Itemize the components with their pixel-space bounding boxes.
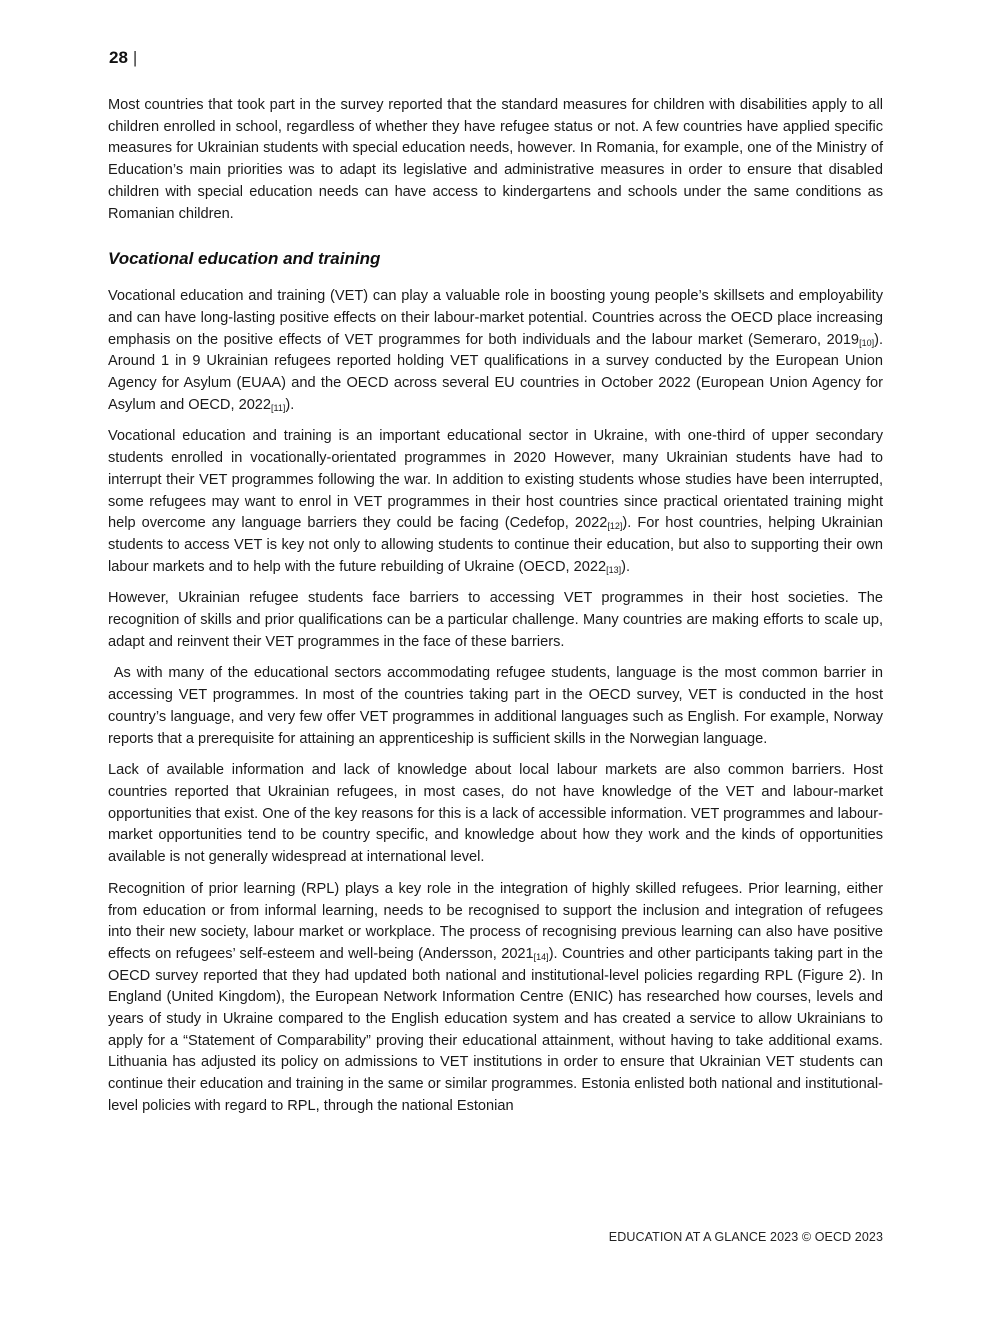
citation-reference[interactable]: [10] [859, 337, 875, 348]
citation-reference[interactable]: [12] [607, 521, 623, 532]
text-run: Vocational education and training is an important educational sector in Ukraine, with one-third of upper secondary students enrolled in vocationally-orientated programmes in 2020 However, many Ukrainian students have had to interrupt their VET programmes following the war. In addition to existing students whose studies have been interrupted, some refugees may want to enrol in VET programmes in their host countries since practical orientated training might help overcome any language barriers they could be facing (Cedefop, 2022 [108, 428, 883, 532]
text-run: ). Countries and other participants taking part in the OECD survey reported that they had updated both national and institutional-level policies regarding RPL (Figure 2). In England (United Kingdom), the European Network Information Centre (ENIC) has researched how courses, levels and years of study in Ukraine compared to the English education system and has created a service to allow Ukrainians to apply for a “Statement of Comparability” proving their educational attainment, without having to take additional exams. Lithuania has adjusted its policy on admissions to VET institutions in order to ensure that Ukrainian VET students can continue their education and training in the same or similar programmes. Estonia enlisted both national and institutional-level policies with regard to RPL, through the national Estonian [108, 945, 883, 1114]
text-run: Recognition of prior learning (RPL) plays a key role in the integration of highly skilled refugees. Prior learning, either from education or from informal learning, needs to be recognised to support the inclusion and integration of refugees into their new society, labour market or workplace. The process of recognising previous learning can also have positive effects on refugees’ self-esteem and well-being (Andersson, 2021 [108, 880, 883, 962]
vet-paragraph-5: Lack of available information and lack of knowledge about local labour markets are also common barriers. Host countries reported that Ukrainian refugees, in most cases, do not have knowledge of the VET and labour-market opportunities that exist. One of the key reasons for this is a lack of accessible information. VET programmes and labour-market opportunities tend to be country specific, and knowledge about how they work and the kinds of opportunities available is not generally widespread at international level. [108, 762, 883, 866]
text-run: ). Around 1 in 9 Ukrainian refugees reported holding VET qualifications in a survey conducted by the European Union Agency for Asylum (EUAA) and the OECD across several EU countries in October 2022 (European Union Agency for Asylum and OECD, 2022 [108, 331, 883, 413]
page-number-separator: | [132, 48, 138, 67]
citation-reference[interactable]: [14] [533, 951, 549, 962]
text-run: ). For host countries, helping Ukrainian students to access VET is key not only to allowing students to continue their education, but also to supporting their own labour markets and to help with the future rebuilding of Ukraine (OECD, 2022 [108, 515, 883, 575]
vet-paragraph-2 [108, 426, 883, 578]
text-run: Vocational education and training (VET) can play a valuable role in boosting young people’s skillsets and employability and can have long-lasting positive effects on their labour-market potential. Countries across the OECD place increasing emphasis on the positive effects of VET programmes for both individuals and the labour market (Semeraro, 2019 [108, 288, 883, 348]
section-heading: Vocational education and training [108, 249, 381, 269]
citation-reference[interactable]: [13] [606, 564, 622, 575]
page-number-value: 28 [109, 48, 128, 67]
vet-paragraph-6 [108, 879, 883, 1118]
text-run: ). [285, 396, 295, 413]
vet-paragraph-3: However, Ukrainian refugee students face barriers to accessing VET programmes in their host societies. The recognition of skills and prior qualifications can be a particular challenge. Many countries are making efforts to scale up, adapt and reinvent their VET programmes in the face of these barriers. [108, 590, 883, 650]
page-body [108, 95, 888, 1128]
text-run: ). [621, 558, 631, 575]
vet-paragraph-1 [108, 286, 883, 416]
page-footer: EDUCATION AT A GLANCE 2023 © OECD 2023 [608, 1230, 883, 1244]
page-number [109, 48, 137, 68]
citation-reference[interactable]: [11] [271, 402, 286, 413]
vet-paragraph-4: As with many of the educational sectors accommodating refugee students, language is the most common barrier in accessing VET programmes. In most of the countries taking part in the OECD survey, VET is conducted in the host country’s language, and very few offer VET programmes in additional languages such as English. For example, Norway reports that a prerequisite for attaining an apprenticeship is sufficient skills in the Norwegian language. [108, 665, 888, 747]
intro-paragraph: Most countries that took part in the survey reported that the standard measures for children with disabilities apply to all children enrolled in school, regardless of whether they have refugee status or not. A few countries have applied specific measures for Ukrainian students with special education needs, however. In Romania, for example, one of the Ministry of Education’s main priorities was to adapt its legislative and administrative measures in order to ensure that disabled children with special education needs can have access to kindergartens and schools under the same conditions as Romanian children. [108, 97, 883, 222]
